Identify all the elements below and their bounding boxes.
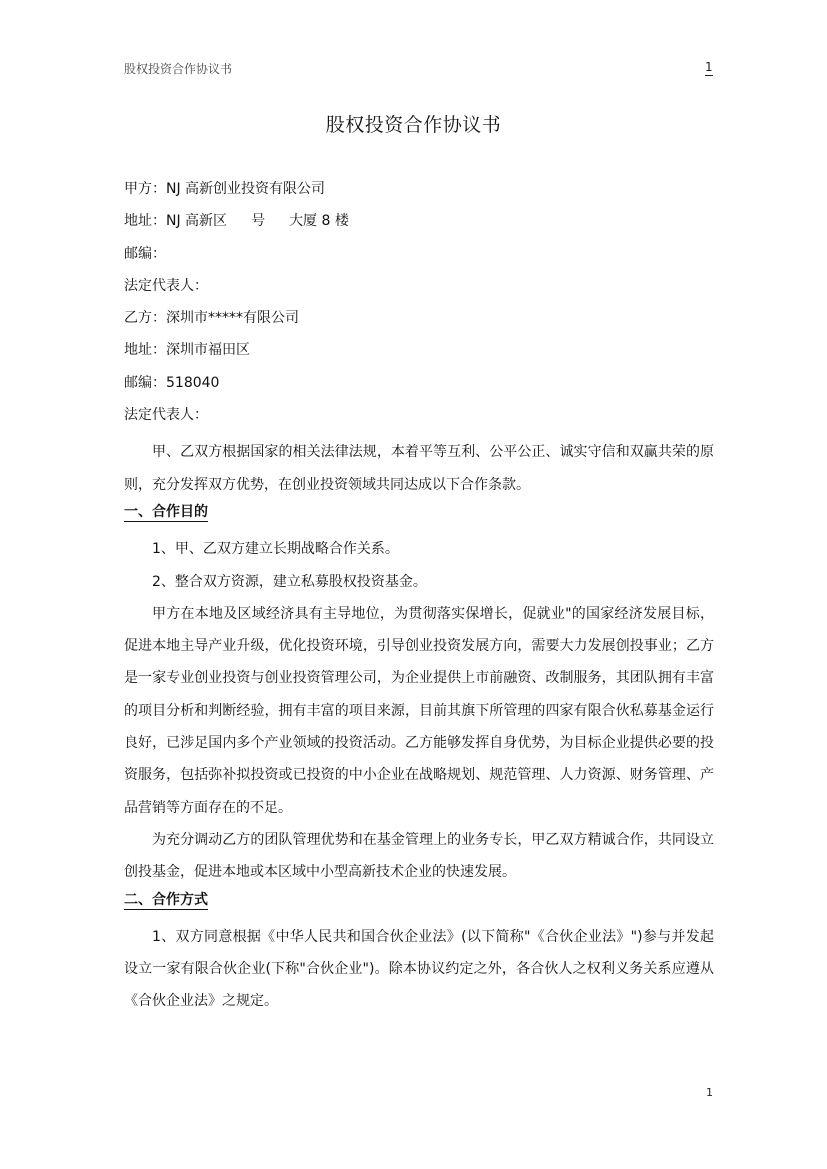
party-b-postcode: 邮编：518040 — [124, 374, 220, 391]
footer-page-number: 1 — [706, 1086, 713, 1099]
section1-heading-text: 一、合作目的 — [124, 503, 208, 520]
party-a-postcode: 邮编： — [124, 245, 166, 262]
preamble-paragraph: 甲、乙双方根据国家的相关法律法规，本着平等互利、公平公正、诚实守信和双赢共荣的原则，充分发挥双方优势，在创业投资领域共同达成以下合作条款。 — [124, 444, 714, 493]
document-body — [124, 178, 714, 1018]
section1-item-2: 2、整合双方资源，建立私募股权投资基金。 — [152, 573, 427, 590]
party-a-address-part1: 地址：NJ 高新区 — [124, 213, 228, 230]
party-b-name: 乙方：深圳市*****有限公司 — [124, 310, 299, 327]
section1-paragraph-1: 甲方在本地及区域经济具有主导地位，为贯彻落实保增长，促就业"的国家经济发展目标，促进本地主导产业升级，优化投资环境，引导创业投资发展方向，需要大力发展创投事业；乙方是一家专业创业投资与创业投资管理公司，为企业提供上市前融资、改制服务，其团队拥有丰富的项目分析和判断经验，拥有丰富的项目来源，目前其旗下所管理的四家有限合伙私募基金运行良好，已涉足国内多个产业领域的投资活动。乙方能够发挥自身优势，为目标企业提供必要的投资服务，包括弥补拟投资或已投资的中小企业在战略规划、规范管理、人力资源、财务管理、产品营销等方面存在的不足。 — [124, 605, 714, 816]
document-title: 股权投资合作协议书 — [325, 114, 502, 136]
section-heading-cooperation-method — [124, 889, 714, 921]
section2-paragraph-1: 1、双方同意根据《中华人民共和国合伙企业法》(以下简称"《合伙企业法》")参与并发起设立一家有限合伙企业(下称"合伙企业")。除本协议约定之外，各合伙人之权利义务关系应遵从《合伙企业法》之规定。 — [124, 928, 714, 1010]
section1-paragraph-2: 为充分调动乙方的团队管理优势和在基金管理上的业务专长，甲乙双方精诚合作，共同设立创投基金，促进本地或本区域中小型高新技术企业的快速发展。 — [124, 831, 714, 881]
running-header-title: 股权投资合作协议书 — [124, 62, 233, 76]
section1-item-1: 1、甲、乙双方建立长期战略合作关系。 — [152, 541, 399, 558]
party-b-legal-rep: 法定代表人： — [124, 407, 208, 424]
party-a-address-part2: 号 — [251, 213, 266, 230]
section-heading-cooperation-purpose — [124, 501, 714, 533]
party-a-address — [124, 210, 714, 242]
party-a-legal-rep: 法定代表人： — [124, 277, 208, 294]
party-a-name: 甲方：NJ 高新创业投资有限公司 — [124, 181, 326, 197]
party-b-address: 地址：深圳市福田区 — [124, 342, 250, 359]
section2-heading-text: 二、合作方式 — [124, 891, 208, 908]
running-header-page-number: 1 — [705, 60, 713, 74]
party-a-address-part3: 大厦 8 楼 — [289, 213, 349, 230]
